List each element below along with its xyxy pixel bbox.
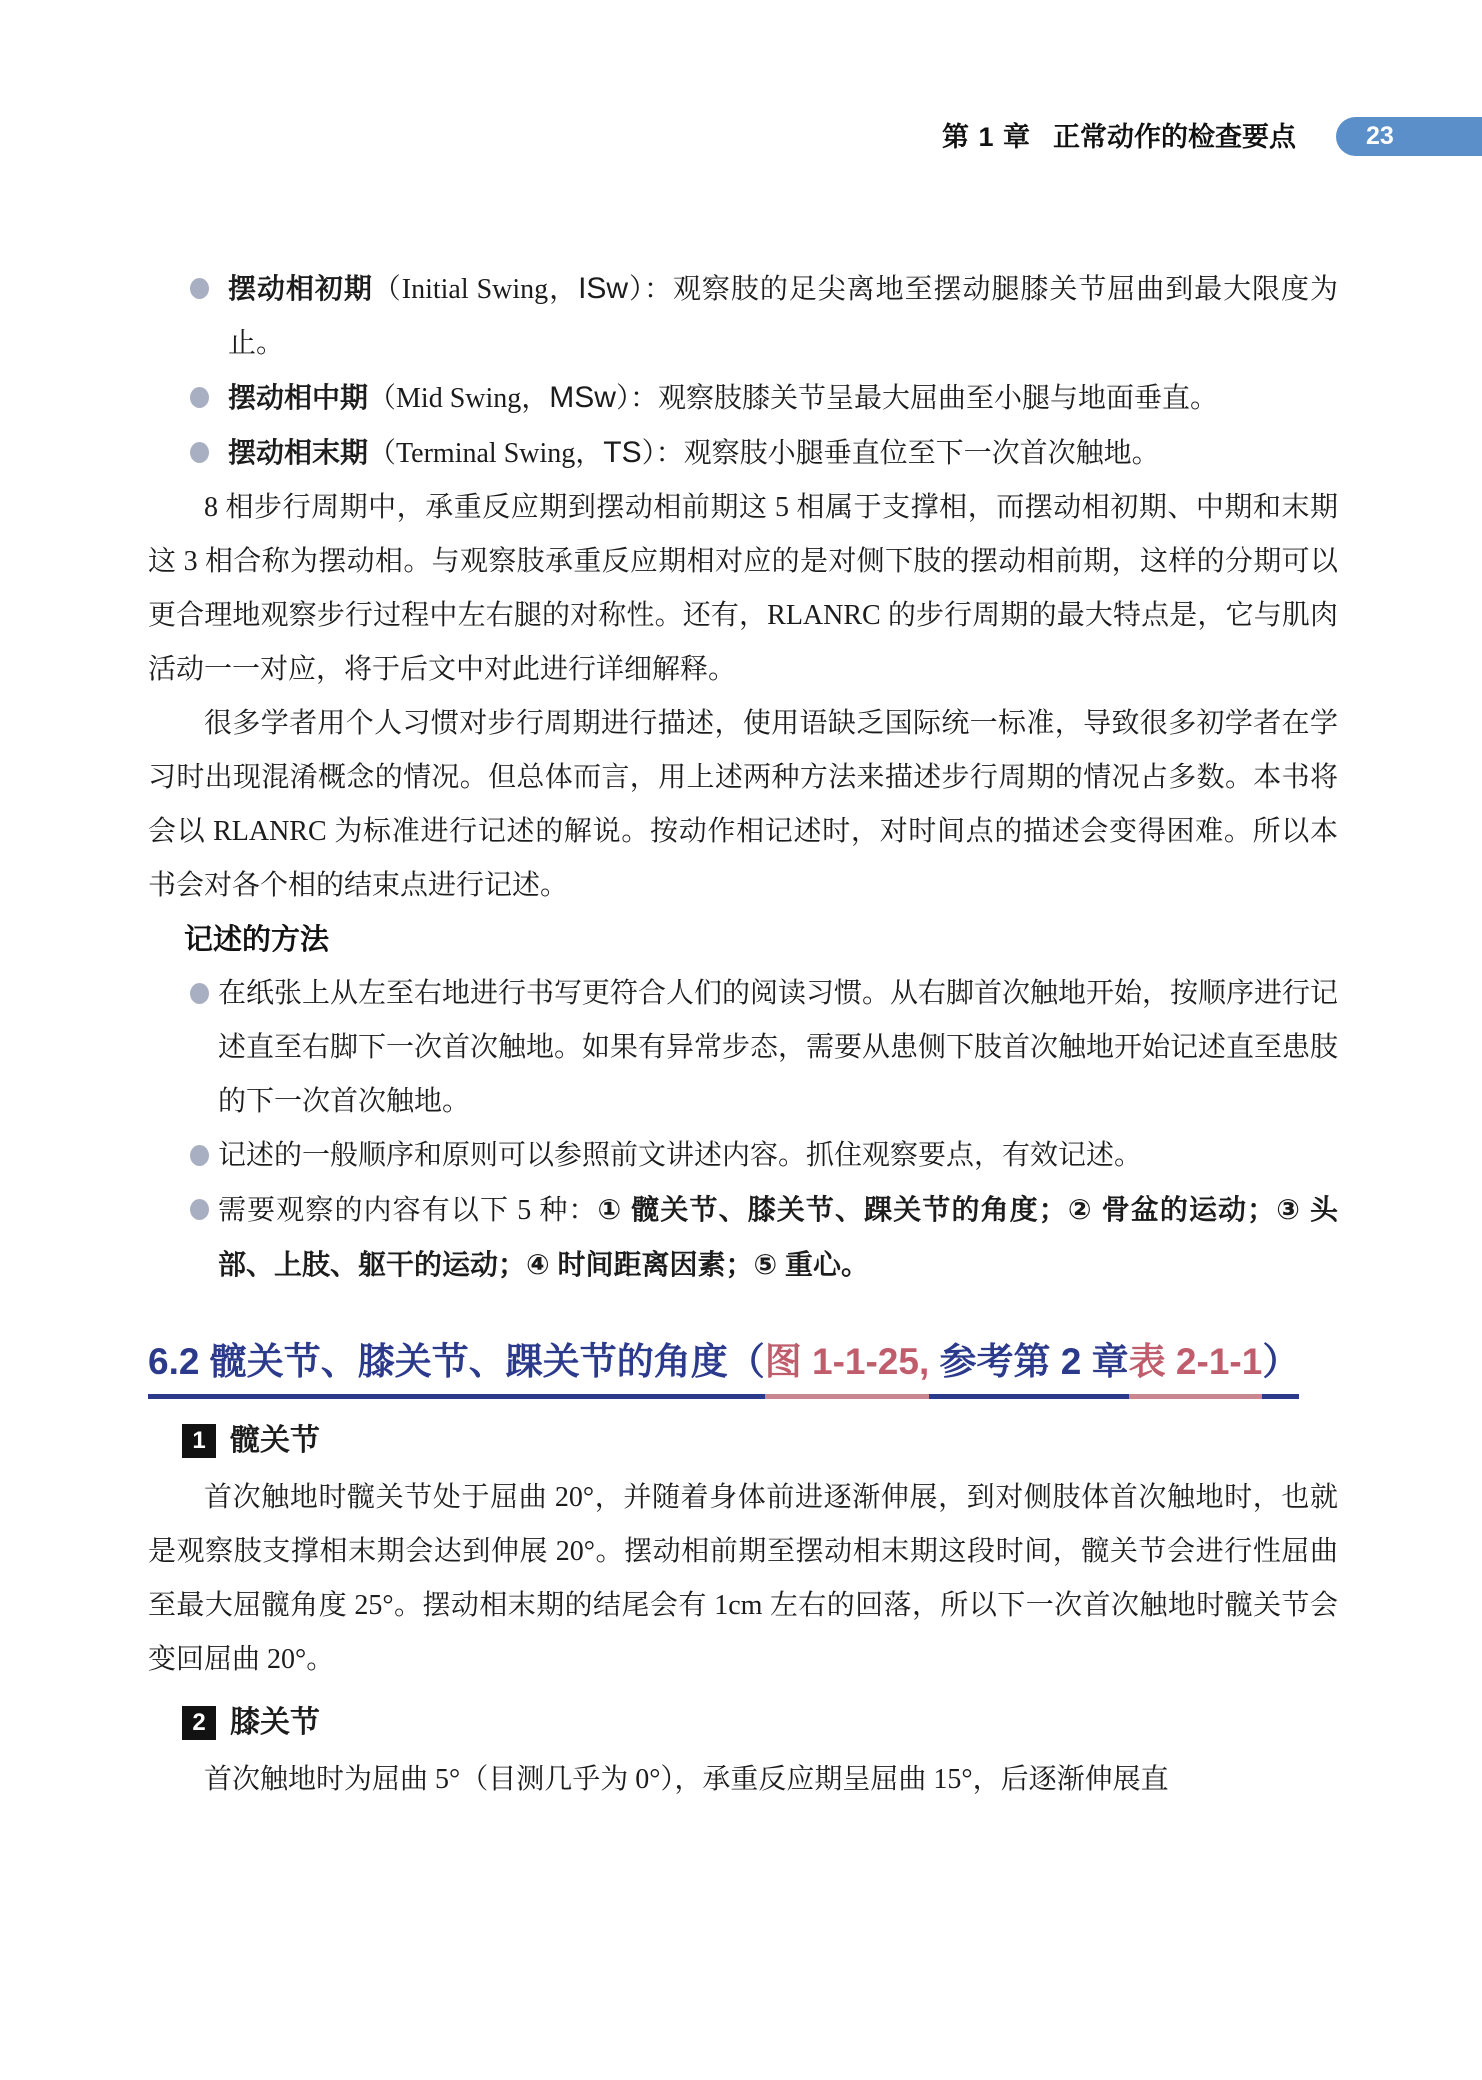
method-heading: 记述的方法 <box>184 924 330 956</box>
paragraph-description-standard: 很多学者用个人习惯对步行周期进行描述，使用语缺乏国际统一标准，导致很多初学者在学习时出现混淆概念的情况。但总体而言，用上述两种方法来描述步行周期的情况占多数。本书将会以 RLANRC 为标准进行记述的解说。按动作相记述时，对时间点的描述会变得困难。所以本书会对各个相的结束点进行记述。 <box>148 708 1338 901</box>
swing-latin: Terminal Swing， <box>396 438 604 469</box>
list-item <box>148 967 1338 1129</box>
method-text: 记述的一般顺序和原则可以参照前文讲述内容。抓住观察要点，有效记述。 <box>218 1140 1143 1171</box>
page-number: 23 <box>1366 122 1394 150</box>
swing-abbr: TS <box>603 436 642 469</box>
swing-latin: Mid Swing， <box>396 383 550 414</box>
method-text: 在纸张上从左至右地进行书写更符合人们的阅读习惯。从右脚首次触地开始，按顺序进行记述直至右脚下一次首次触地。如果有异常步态，需要从患侧下肢首次触地开始记述直至患肢的下一次首次触地。 <box>218 978 1339 1117</box>
subsection-hip <box>148 1419 1338 1687</box>
method-list <box>148 967 1338 1293</box>
swing-term: 摆动相末期 <box>228 437 369 468</box>
swing-desc: 观察肢小腿垂直位至下一次首次触地。 <box>683 438 1160 469</box>
subsection-name: 膝关节 <box>230 1706 320 1739</box>
bullet-icon <box>190 442 209 463</box>
bullet-icon <box>190 387 209 408</box>
list-item <box>148 371 1338 426</box>
swing-latin: Initial Swing， <box>401 274 579 305</box>
paren: （ <box>368 383 397 414</box>
page-number-badge <box>1336 117 1482 156</box>
subsection-title <box>182 1701 1338 1745</box>
swing-desc: 观察肢的足尖离地至摆动腿膝关节屈曲到最大限度为止。 <box>228 274 1338 359</box>
subsection-body: 首次触地时为屈曲 5°（目测几乎为 0°），承重反应期呈屈曲 15°，后逐渐伸展直 <box>204 1764 1169 1795</box>
list-item <box>148 262 1338 371</box>
paragraph-gait-cycle: 8 相步行周期中，承重反应期到摆动相前期这 5 相属于支撑相，而摆动相初期、中期和末期这 3 相合称为摆动相。与观察肢承重反应期相对应的是对侧下肢的摆动相前期，这样的分期可以更合理地观察步行过程中左右腿的对称性。还有，RLANRC 的步行周期的最大特点是，它与肌肉活动一一对应，将于后文中对此进行详细解释。 <box>148 492 1338 685</box>
list-item <box>148 426 1338 481</box>
bullet-icon <box>190 1145 209 1166</box>
paren: （ <box>372 274 402 305</box>
method-observe-items: ① 髋关节、膝关节、踝关节的角度；② 骨盆的运动；③ 头部、上肢、躯干的运动；④ 时间距离因素；⑤ 重心。 <box>218 1194 1338 1280</box>
paren: ）： <box>628 274 673 305</box>
paren: ）： <box>641 438 684 469</box>
bullet-icon <box>190 278 209 299</box>
swing-phase-list <box>148 262 1338 481</box>
chapter-title: 正常动作的检查要点 <box>1053 122 1296 152</box>
number-badge: 2 <box>182 1706 216 1740</box>
swing-abbr: ISw <box>578 272 629 305</box>
bullet-icon <box>190 983 209 1004</box>
subsection-name: 髋关节 <box>230 1424 320 1457</box>
method-text: 需要观察的内容有以下 5 种： <box>218 1195 598 1226</box>
subsection-knee <box>148 1701 1338 1807</box>
section-heading-6-2 <box>148 1339 1338 1385</box>
swing-term: 摆动相初期 <box>228 273 373 304</box>
table-reference-link[interactable]: 表 2-1-1 <box>1129 1341 1263 1399</box>
number-badge: 1 <box>182 1424 216 1458</box>
page-body <box>148 262 1338 1807</box>
section-title-text: ） <box>1262 1341 1299 1399</box>
swing-term: 摆动相中期 <box>228 382 369 413</box>
paren: （ <box>368 438 397 469</box>
chapter-number: 第 1 章 <box>941 122 1031 152</box>
paren: ）： <box>615 383 658 414</box>
list-item <box>148 1183 1338 1293</box>
swing-desc: 观察肢膝关节呈最大屈曲至小腿与地面垂直。 <box>657 383 1218 414</box>
subsection-title <box>182 1419 1338 1463</box>
subsection-body: 首次触地时髋关节处于屈曲 20°，并随着身体前进逐渐伸展，到对侧肢体首次触地时，也就是观察肢支撑相末期会达到伸展 20°。摆动相前期至摆动相末期这段时间，髋关节会进行性屈曲至最大屈髋角度 25°。摆动相末期的结尾会有 1cm 左右的回落，所以下一次首次触地时髋关节会变回屈曲 20°。 <box>148 1482 1338 1675</box>
list-item <box>148 1129 1338 1183</box>
swing-abbr: MSw <box>549 381 616 414</box>
section-title-text: 6.2 髋关节、膝关节、踝关节的角度（ <box>148 1341 765 1399</box>
bullet-icon <box>190 1199 209 1220</box>
page-header <box>0 116 1482 158</box>
section-title-text: 参考第 2 章 <box>929 1341 1128 1399</box>
figure-reference-link[interactable]: 图 1-1-25, <box>765 1341 930 1399</box>
